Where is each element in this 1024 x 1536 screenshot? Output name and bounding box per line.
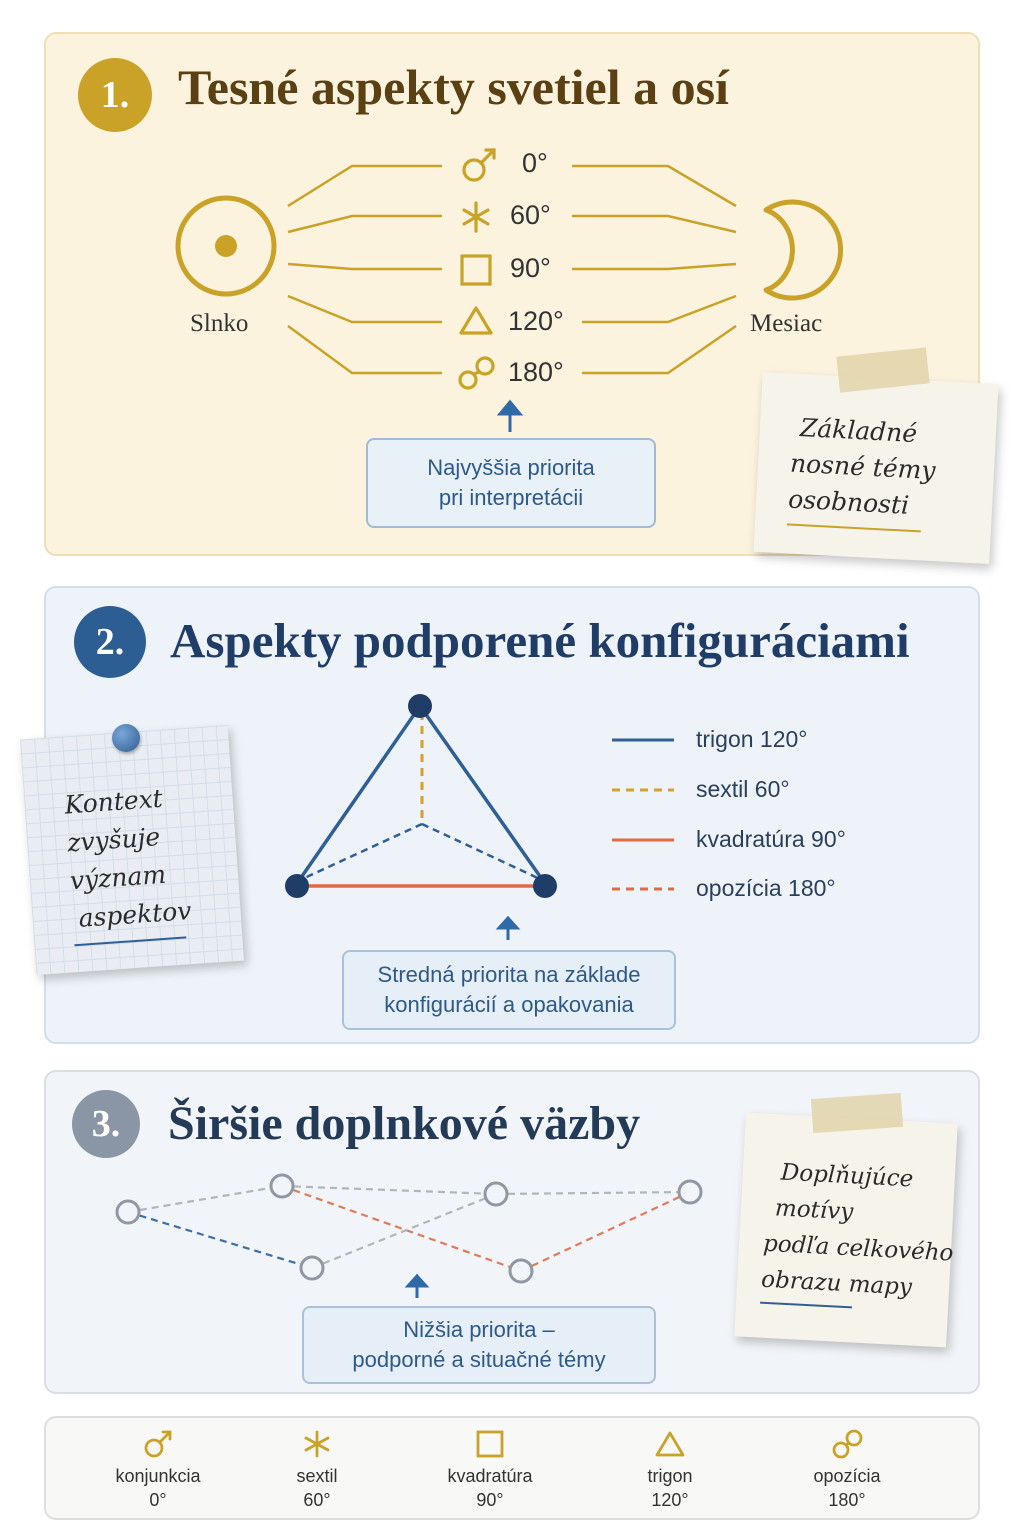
sun-icon <box>178 198 274 294</box>
trine-icon <box>653 1428 687 1460</box>
arrow-up-icon <box>408 1276 426 1298</box>
callout-line: Najvyššia priorita <box>427 455 595 480</box>
sextile-icon <box>464 203 488 231</box>
network-node <box>271 1175 293 1197</box>
moon-icon <box>766 202 841 298</box>
square-icon <box>473 1428 507 1460</box>
note-line: aspektov <box>77 896 193 933</box>
note-line: motívy <box>774 1195 854 1226</box>
pushpin-icon <box>112 724 140 752</box>
network-node <box>485 1183 507 1205</box>
aspect-degree-0: 0° <box>522 148 548 178</box>
note-underline <box>74 936 186 946</box>
key-degree: 180° <box>828 1490 866 1510</box>
note-line: význam <box>68 859 167 896</box>
sun-label: Slnko <box>190 310 249 337</box>
section-2-badge: 2. <box>74 606 146 678</box>
key-item-sextile <box>242 1428 392 1512</box>
key-degree: 90° <box>476 1490 504 1510</box>
note-line: obrazu mapy <box>760 1266 913 1301</box>
note-line: zvyšuje <box>66 822 162 858</box>
note-line: Doplňujúce <box>780 1159 914 1193</box>
config-node <box>285 874 309 898</box>
key-item-opposition <box>772 1428 922 1512</box>
callout-line: pri interpretácii <box>438 485 584 510</box>
aspect-degree-60: 60° <box>510 200 551 230</box>
legend-opposition: opozícia 180° <box>696 875 836 901</box>
note-underline <box>787 523 921 532</box>
opposition-icon <box>830 1428 864 1460</box>
key-degree: 120° <box>651 1490 689 1510</box>
sticky-note-3 <box>734 1113 957 1348</box>
legend-trine: trigon 120° <box>696 726 808 752</box>
moon-label: Mesiac <box>750 310 823 337</box>
note-underline <box>760 1302 852 1309</box>
legend-square: kvadratúra 90° <box>696 826 846 852</box>
right-connector-lines <box>572 166 736 373</box>
network-node <box>301 1257 323 1279</box>
network-diagram <box>0 1160 740 1300</box>
arrow-up-icon <box>500 402 520 432</box>
section-1-badge: 1. <box>78 58 152 132</box>
section-3-title: Širšie doplnkové väzby <box>168 1097 641 1150</box>
key-name: trigon <box>647 1466 693 1486</box>
trine-icon <box>461 308 491 333</box>
note-line: podľa celkového <box>762 1230 955 1267</box>
callout-line: Nižšia priorita – <box>403 1317 555 1342</box>
note-line: Základné <box>799 412 918 449</box>
sextile-icon <box>300 1428 334 1460</box>
aspect-degree-120: 120° <box>508 306 564 336</box>
section-2-title: Aspekty podporené konfiguráciami <box>170 613 910 668</box>
aspect-degree-180: 180° <box>508 357 564 387</box>
left-connector-lines <box>288 166 442 373</box>
priority-callout-high <box>366 438 656 528</box>
config-node <box>408 694 432 718</box>
aspect-degree-90: 90° <box>510 253 551 283</box>
section-3-badge: 3. <box>72 1090 140 1158</box>
note-line: nosné témy <box>789 448 937 486</box>
legend-sextile: sextil 60° <box>696 776 790 802</box>
key-name: kvadratúra <box>447 1466 533 1486</box>
arrow-up-icon <box>499 918 517 940</box>
key-name: konjunkcia <box>115 1466 201 1486</box>
conjunction-icon <box>464 150 494 180</box>
note-line: osobnosti <box>787 484 910 520</box>
priority-callout-medium <box>342 950 676 1030</box>
config-node <box>533 874 557 898</box>
priority-callout-low <box>302 1306 656 1384</box>
section-1-title: Tesné aspekty svetiel a osí <box>178 59 729 115</box>
key-degree: 0° <box>149 1490 167 1510</box>
key-name: sextil <box>296 1466 338 1486</box>
conjunction-icon <box>141 1428 175 1460</box>
note-line: Kontext <box>63 783 164 820</box>
callout-line: podporné a situačné témy <box>352 1347 606 1372</box>
key-name: opozícia <box>813 1466 881 1486</box>
callout-line: Stredná priorita na základe <box>377 962 641 987</box>
opposition-icon <box>460 358 493 388</box>
legend-lines <box>600 720 690 920</box>
network-node <box>679 1181 701 1203</box>
key-degree: 60° <box>303 1490 331 1510</box>
square-icon <box>462 256 490 284</box>
callout-line: konfigurácií a opakovania <box>384 992 634 1017</box>
key-item-conjunction <box>83 1428 233 1512</box>
network-node <box>117 1201 139 1223</box>
sticky-note-1 <box>753 372 998 564</box>
sticky-note-2 <box>20 725 244 975</box>
key-item-trine <box>595 1428 745 1512</box>
key-item-square <box>415 1428 565 1512</box>
network-node <box>510 1260 532 1282</box>
tape-strip <box>811 1093 903 1133</box>
